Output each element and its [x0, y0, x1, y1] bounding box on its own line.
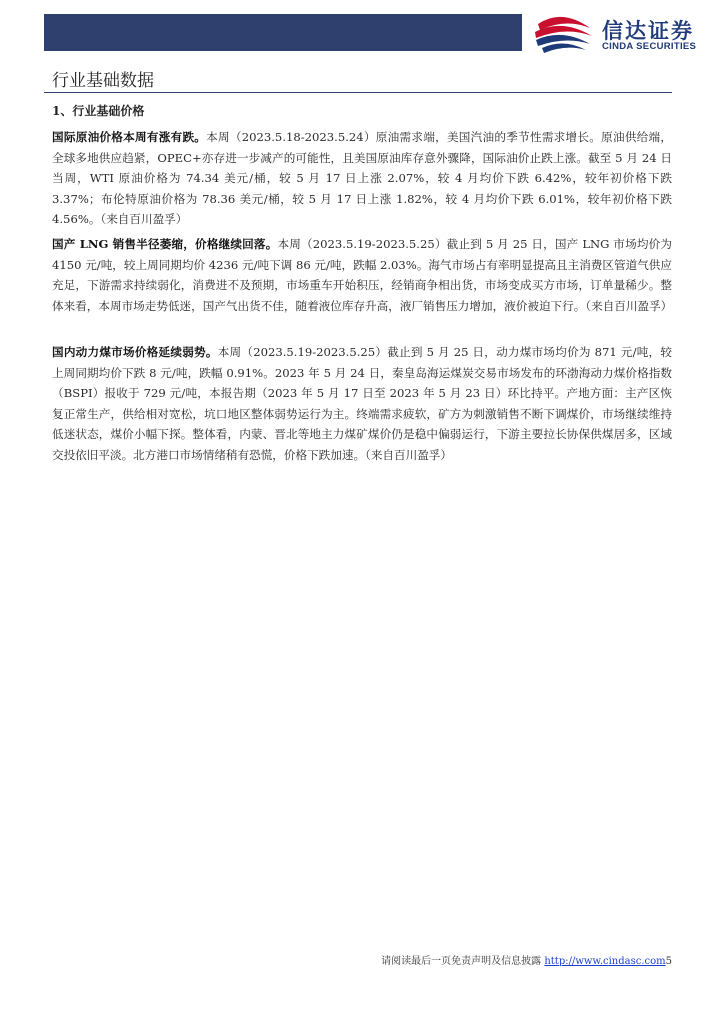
- page-title: 行业基础数据: [52, 71, 154, 91]
- cinda-emblem-icon: [532, 14, 594, 54]
- paragraph-lead: 国际原油价格本周有涨有跌。: [52, 130, 207, 144]
- paragraph-lng: [52, 234, 672, 316]
- paragraph-thermal-coal: [52, 342, 672, 465]
- section-subheading: 1、行业基础价格: [52, 104, 145, 118]
- paragraph-crude-oil: [52, 127, 672, 230]
- disclaimer-note: 请阅读最后一页免责声明及信息披露: [381, 956, 542, 967]
- header-banner: [44, 14, 522, 51]
- title-divider: [44, 92, 672, 93]
- paragraph-lead: 国内动力煤市场价格延续弱势。: [52, 345, 218, 359]
- website-link[interactable]: http://www.cindasc.com: [544, 956, 666, 967]
- paragraph-body: 本周（2023.5.19-2023.5.25）截止到 5 月 25 日，国产 LNG 市场均价为 4150 元/吨，较上周同期均价 4236 元/吨下调 86 元/吨，跌幅 2.03%。海气市场占有率明显提高且主消费区管道气供应充足，下游需求持续弱化，消费进不及预期，市场重车开始积压，经销商争相出货，市场变成买方市场，订单量稀少。整体来看，本周市场走势低迷，国产气出货不佳，随着液位库存升高，液厂销售压力增加，液价被迫下行。（来自百川盈孚）: [52, 237, 673, 313]
- logo-text-en: CINDA SECURITIES: [602, 41, 697, 52]
- page-footer: [381, 952, 672, 967]
- paragraph-lead: 国产 LNG 销售半径萎缩，价格继续回落。: [52, 237, 278, 251]
- cinda-logo: [530, 14, 710, 54]
- page-number: 5: [665, 956, 672, 967]
- logo-text-cn: 信达证券: [602, 19, 694, 43]
- paragraph-body: 本周（2023.5.18-2023.5.24）原油需求端，美国汽油的季节性需求增长。原油供给端，全球多地供应趋紧，OPEC+亦存进一步减产的可能性，且美国原油库存意外骤降，国际油价止跌上涨。截至 5 月 24 日当周，WTI 原油价格为 74.34 美元/桶，较 5 月 17 日上涨 2.07%，较 4 月均价下跌 6.42%，较年初价格下跌 3.37%；布伦特原油价格为 78.36 美元/桶，较 5 月 17 日上涨 1.82%，较 4 月均价下跌 6.01%，较年初价格下跌 4.56%。（来自百川盈孚）: [52, 130, 672, 226]
- paragraph-body: 本周（2023.5.19-2023.5.25）截止到 5 月 25 日，动力煤市场均价为 871 元/吨，较上周同期均价下跌 8 元/吨，跌幅 0.91%。2023 年 5 月 24 日，秦皇岛海运煤炭交易市场发布的环渤海动力煤价格指数（BSPI）报收于 729 元/吨，本报告期（2023 年 5 月 17 日至 2023 年 5 月 23 日）环比持平。产地方面：主产区恢复正常生产，供给相对宽松，坑口地区整体弱势运行为主。终端需求疲软，矿方为刺激销售不断下调煤价，市场继续维持低迷状态，煤价小幅下探。整体看，内蒙、晋北等地主力煤矿煤价仍是稳中偏弱运行，下游主要拉长协保供煤居多，区域交投依旧平淡。北方港口市场情绪稍有恐慌，价格下跌加速。（来自百川盈孚）: [52, 345, 672, 462]
